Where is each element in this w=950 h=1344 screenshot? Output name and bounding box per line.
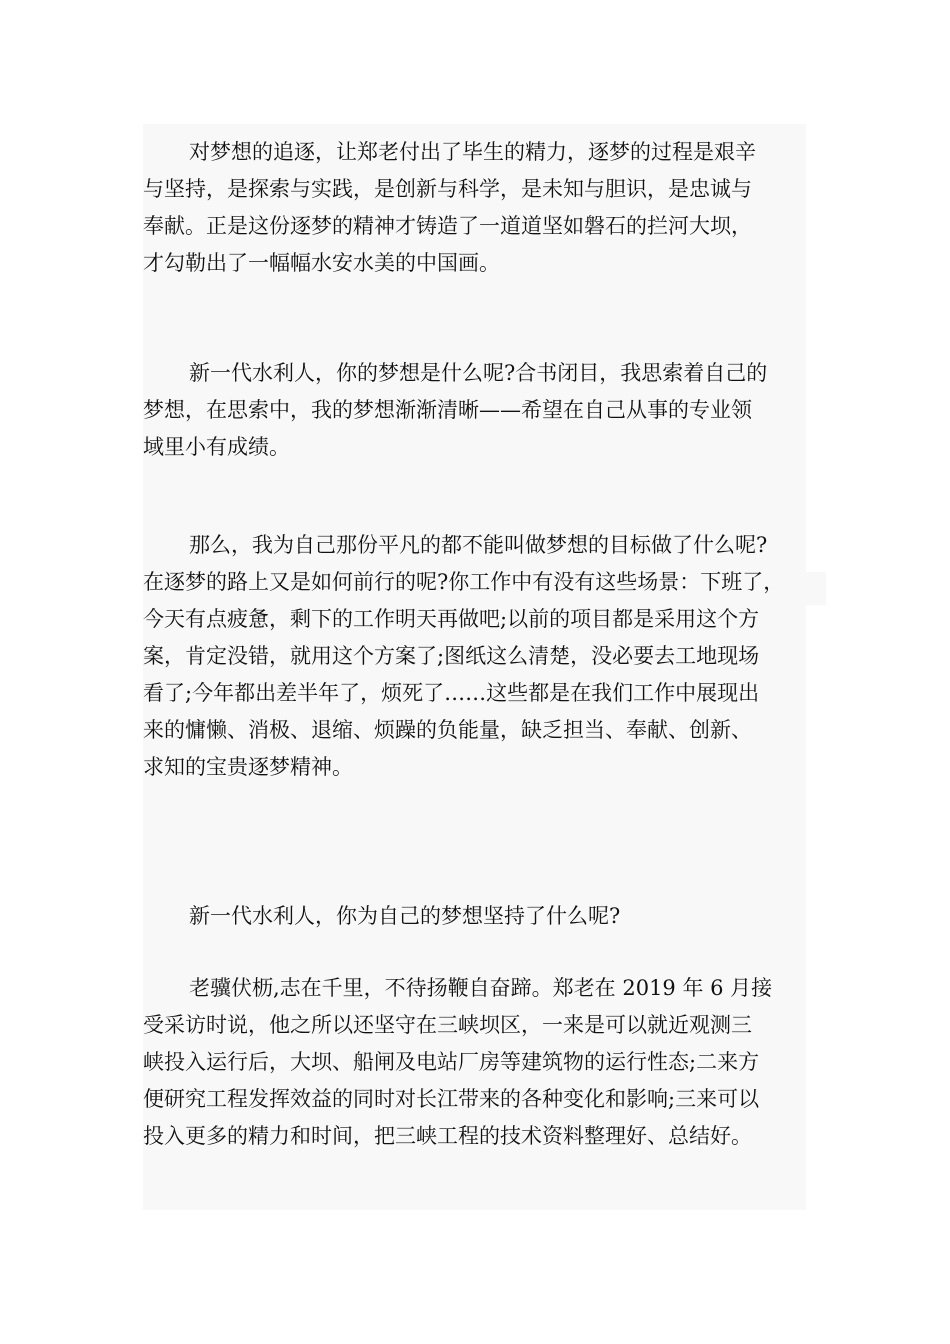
text-line: 老骥伏枥,志在千里，不待扬鞭自奋蹄。郑老在 2019 年 6 月接 (189, 976, 773, 1000)
paragraph-2 (143, 355, 767, 466)
text-line: 在逐梦的路上又是如何前行的呢?你工作中有没有这些场景：下班了， (143, 570, 785, 594)
text-line: 峡投入运行后，大坝、船闸及电站厂房等建筑物的运行性态;二来方 (143, 1050, 760, 1074)
paragraph-4 (143, 898, 620, 935)
text-line: 投入更多的精力和时间，把三峡工程的技术资料整理好、总结好。 (143, 1124, 752, 1148)
text-line: 与坚持，是探索与实践，是创新与科学，是未知与胆识，是忠诚与 (143, 177, 752, 201)
paragraph-3 (143, 527, 784, 786)
text-line: 新一代水利人，你的梦想是什么呢?合书闭目，我思索着自己的 (189, 361, 768, 385)
text-line: 才勾勒出了一幅幅水安水美的中国画。 (143, 251, 500, 275)
text-line: 对梦想的追逐，让郑老付出了毕生的精力，逐梦的过程是艰辛 (189, 140, 756, 164)
text-line: 来的慵懒、消极、退缩、烦躁的负能量，缺乏担当、奉献、创新、 (143, 718, 752, 742)
text-line: 今天有点疲惫，剩下的工作明天再做吧;以前的项目都是采用这个方 (143, 607, 760, 631)
text-line: 受采访时说，他之所以还坚守在三峡坝区，一来是可以就近观测三 (143, 1013, 752, 1037)
text-line: 那么，我为自己那份平凡的都不能叫做梦想的目标做了什么呢? (189, 533, 768, 557)
text-line: 新一代水利人，你为自己的梦想坚持了什么呢? (189, 904, 621, 928)
document-body (143, 124, 806, 1210)
text-line: 奉献。正是这份逐梦的精神才铸造了一道道坚如磐石的拦河大坝， (143, 214, 752, 238)
text-line: 域里小有成绩。 (143, 435, 290, 459)
text-line: 梦想，在思索中，我的梦想渐渐清晰——希望在自己从事的专业领 (143, 398, 752, 422)
text-line: 求知的宝贵逐梦精神。 (143, 755, 353, 779)
text-line: 案，肯定没错，就用这个方案了;图纸这么清楚，没必要去工地现场 (143, 644, 760, 668)
paragraph-5 (143, 970, 772, 1155)
paragraph-1 (143, 134, 756, 282)
line-overflow-highlight (806, 572, 826, 605)
text-line: 看了;今年都出差半年了，烦死了……这些都是在我们工作中展现出 (143, 681, 760, 705)
text-line: 便研究工程发挥效益的同时对长江带来的各种变化和影响;三来可以 (143, 1087, 760, 1111)
